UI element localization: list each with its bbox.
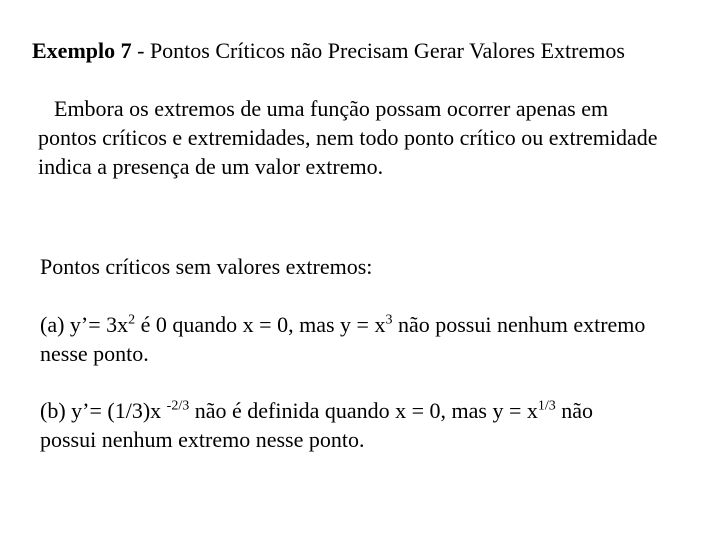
intro-line: pontos críticos e extremidades, nem todo ponto crítico ou extremidade bbox=[38, 125, 658, 150]
intro-line: indica a presença de um valor extremo. bbox=[38, 154, 384, 179]
item-b-text: não bbox=[555, 398, 594, 423]
item-a-text: (a) y’= 3x bbox=[40, 312, 129, 337]
item-a-exponent: 3 bbox=[385, 312, 393, 328]
item-a-line-1 bbox=[40, 310, 720, 339]
title-text: - Pontos Críticos não Precisam Gerar Valores Extremos bbox=[131, 38, 625, 63]
example-number: Exemplo 7 bbox=[32, 38, 132, 63]
intro-paragraph bbox=[38, 94, 718, 181]
item-b-line-1 bbox=[40, 396, 720, 425]
item-b-line-2: possui nenhum extremo nesse ponto. bbox=[40, 427, 365, 452]
item-a-exponent: 2 bbox=[128, 312, 136, 328]
section-subheading: Pontos críticos sem valores extremos: bbox=[40, 254, 373, 279]
item-a-text: não possui nenhum extremo bbox=[392, 312, 646, 337]
item-b-text: (b) y’= (1/3)x bbox=[40, 398, 167, 423]
item-b-exponent: 1/3 bbox=[537, 398, 556, 414]
example-item-b bbox=[40, 396, 720, 454]
item-a-line-2: nesse ponto. bbox=[40, 341, 149, 366]
item-a-text: é 0 quando x = 0, mas y = x bbox=[135, 312, 386, 337]
item-b-text: não é definida quando x = 0, mas y = x bbox=[189, 398, 538, 423]
example-item-a bbox=[40, 310, 720, 368]
intro-line: Embora os extremos de uma função possam ocorrer apenas em bbox=[54, 96, 609, 121]
slide-title bbox=[32, 38, 625, 64]
item-b-exponent: -2/3 bbox=[166, 398, 190, 414]
